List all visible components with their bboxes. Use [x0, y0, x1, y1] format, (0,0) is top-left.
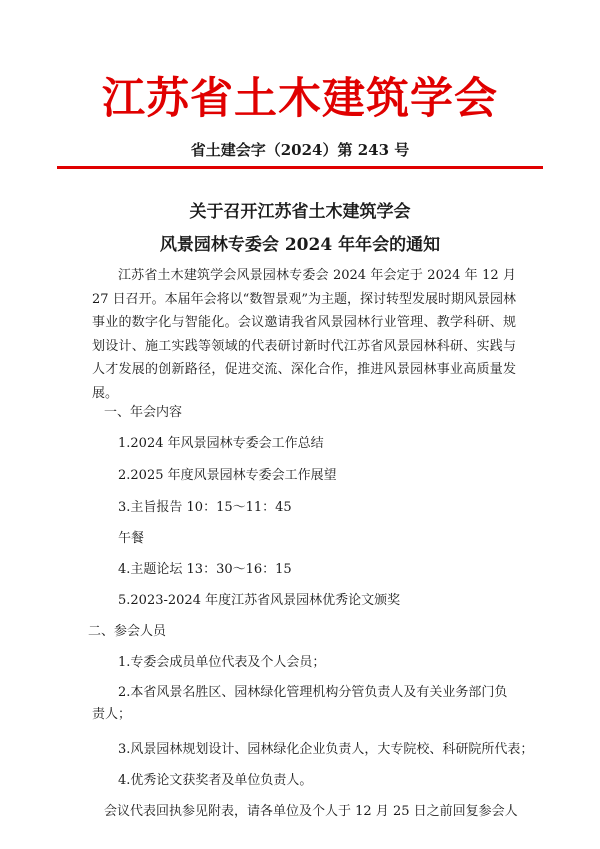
notice-title-line-2: 风景园林专委会 2024 年年会的通知 — [159, 235, 441, 255]
section-1-item-1: 1.2024 年风景园林专委会工作总结 — [118, 436, 324, 451]
section-2-heading: 二、参会人员 — [88, 624, 167, 639]
section-2-item-3: 3.风景园林规划设计、园林绿化企业负责人，大专院校、科研院所代表； — [118, 742, 534, 757]
section-2-item-2: 2.本省风景名胜区、园林绿化管理机构分管负责人及有关业务部门负责人； — [92, 685, 508, 722]
section-1-lunch: 午餐 — [118, 531, 145, 546]
section-1-heading: 一、年会内容 — [104, 405, 183, 420]
organization-title: 江苏省土木建筑学会 — [102, 74, 498, 124]
document-number: 省土建会字（2024）第 243 号 — [190, 141, 410, 159]
intro-paragraph: 江苏省土木建筑学会风景园林专委会 2024 年会定于 2024 年 12 月 27 日召开。本届年会将以“数智景观”为主题，探讨转型发展时期风景园林事业的数字化与智能化。会议邀请我省风景园林行业管理、教学科研、规划设计、施工实践等领域的代表研讨新时代江苏省风景园林科研、实践与人才发展的创新路径，促进交流、深化合作，推进风景园林事业高质量发展。 — [92, 268, 516, 401]
closing-paragraph: 会议代表回执参见附表，请各单位及个人于 12 月 25 日之前回复参会人 — [104, 804, 518, 819]
section-2-item-1: 1.专委会成员单位代表及个人会员； — [118, 655, 326, 670]
section-1-item-2: 2.2025 年度风景园林专委会工作展望 — [118, 468, 337, 483]
section-2-item-4: 4.优秀论文获奖者及单位负责人。 — [118, 773, 313, 788]
red-divider-line — [57, 166, 543, 169]
section-1-item-3: 3.主旨报告 10：15～11：45 — [118, 500, 292, 515]
intro-paragraph-block — [92, 264, 516, 405]
notice-title-line-1: 关于召开江苏省土木建筑学会 — [189, 202, 411, 222]
section-1-item-5: 5.2023-2024 年度江苏省风景园林优秀论文颁奖 — [118, 593, 401, 608]
section-1-item-4: 4.主题论坛 13：30～16：15 — [118, 562, 292, 577]
